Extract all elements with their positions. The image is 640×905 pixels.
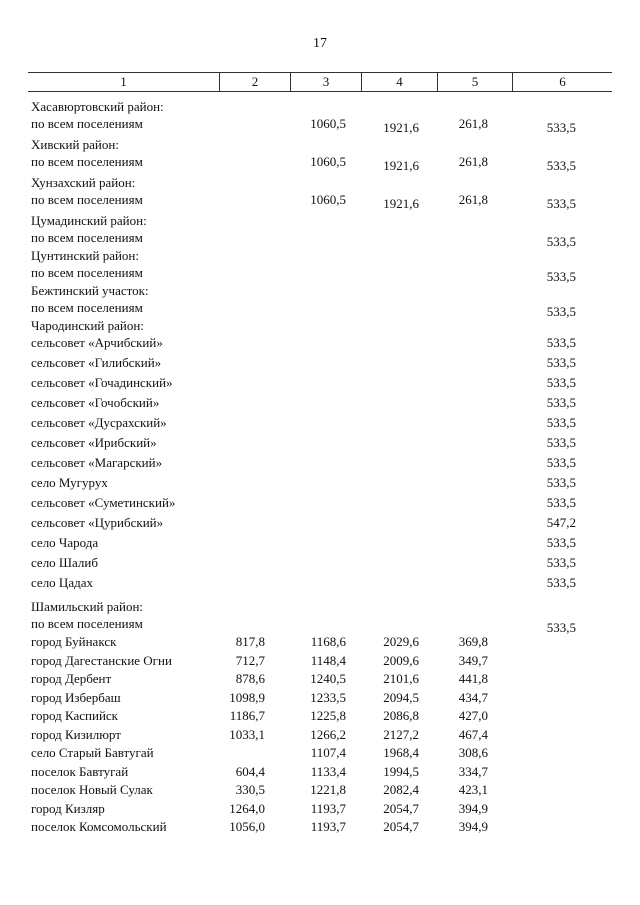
row-label: город Избербаш — [31, 689, 121, 705]
data-table — [28, 72, 612, 837]
cell-col-3: 1060,5 — [310, 154, 346, 169]
cell-col-3: 1107,4 — [310, 745, 346, 760]
cell-col-3: 1221,8 — [310, 782, 346, 797]
cell-col-5: 261,8 — [458, 192, 488, 207]
table-body — [28, 98, 612, 837]
row-label: по всем поселениям — [31, 300, 143, 315]
table-row — [28, 689, 612, 708]
table-row — [28, 494, 612, 514]
group-title — [28, 282, 612, 299]
group-title-label: Хивский район: — [31, 137, 119, 152]
cell-col-2: 1186,7 — [229, 708, 265, 723]
cell-col-2: 1033,1 — [229, 726, 265, 742]
column-header-6: 6 — [512, 73, 612, 91]
group-title — [28, 174, 612, 191]
cell-col-5: 441,8 — [458, 671, 488, 686]
cell-col-3: 1225,8 — [310, 708, 346, 723]
cell-col-5: 394,9 — [458, 819, 488, 834]
cell-col-5: 261,8 — [458, 154, 488, 169]
cell-col-6: 533,5 — [546, 335, 576, 350]
row-label: город Каспийск — [31, 708, 118, 723]
cell-col-6: 533,5 — [546, 620, 576, 635]
table-row — [28, 574, 612, 594]
cell-col-6: 533,5 — [546, 395, 576, 410]
row-label: село Чарода — [31, 535, 99, 550]
table-row — [28, 707, 612, 726]
row-label: сельсовет «Дусрахский» — [31, 415, 167, 430]
cell-col-6: 533,5 — [546, 415, 576, 430]
cell-col-4: 1921,6 — [383, 158, 419, 173]
row-label: по всем поселениям — [31, 154, 143, 169]
cell-col-6: 533,5 — [546, 234, 576, 249]
group-title-label: Цунтинский район: — [31, 248, 139, 263]
cell-col-3: 1148,4 — [310, 652, 346, 668]
column-header-4: 4 — [361, 73, 437, 91]
cell-col-6: 533,5 — [546, 375, 576, 390]
cell-col-5: 349,7 — [458, 652, 488, 668]
cell-col-4: 2054,7 — [383, 800, 419, 816]
row-label: по всем поселениям — [31, 230, 143, 245]
cell-col-6: 533,5 — [546, 495, 576, 510]
cell-col-4: 2094,5 — [383, 689, 419, 705]
cell-col-4: 2009,6 — [383, 652, 419, 668]
row-label: поселок Комсомольский — [31, 819, 167, 834]
table-row — [28, 615, 612, 633]
cell-col-3: 1133,4 — [310, 763, 346, 779]
cell-col-5: 434,7 — [458, 689, 488, 705]
cell-col-6: 533,5 — [546, 355, 576, 370]
table-header — [28, 72, 612, 92]
row-label: поселок Новый Сулак — [31, 782, 153, 797]
group-title — [28, 212, 612, 229]
cell-col-2: 1098,9 — [229, 689, 265, 705]
cell-col-5: 334,7 — [458, 763, 488, 779]
row-label: сельсовет «Ирибский» — [31, 435, 157, 450]
table-row — [28, 763, 612, 782]
row-label: село Цадах — [31, 575, 93, 590]
page-number: 17 — [313, 36, 327, 51]
column-header-2: 2 — [219, 73, 290, 91]
row-label: село Старый Бавтугай — [31, 745, 154, 760]
cell-col-3: 1233,5 — [310, 689, 346, 705]
table-row — [28, 781, 612, 800]
cell-col-6: 533,5 — [546, 455, 576, 470]
group-title-label: Хунзахский район: — [31, 175, 136, 190]
cell-col-5: 467,4 — [458, 726, 488, 742]
cell-col-4: 1994,5 — [383, 763, 419, 779]
cell-col-3: 1193,7 — [310, 800, 346, 816]
table-row — [28, 414, 612, 434]
row-label: сельсовет «Гочадинский» — [31, 375, 173, 390]
group-title-label: Хасавюртовский район: — [31, 99, 164, 114]
cell-col-6: 533,5 — [546, 304, 576, 319]
cell-col-3: 1060,5 — [310, 116, 346, 131]
cell-col-4: 1921,6 — [383, 120, 419, 135]
cell-col-5: 427,0 — [458, 708, 488, 723]
cell-col-2: 330,5 — [235, 782, 265, 797]
cell-col-4: 1921,6 — [383, 196, 419, 211]
table-row — [28, 299, 612, 317]
cell-col-4: 2029,6 — [383, 634, 419, 649]
row-label: сельсовет «Магарский» — [31, 455, 163, 470]
cell-col-6: 533,5 — [546, 535, 576, 550]
cell-col-5: 261,8 — [458, 116, 488, 131]
group-title — [28, 247, 612, 264]
row-label: по всем поселениям — [31, 116, 143, 131]
table-row — [28, 229, 612, 247]
cell-col-4: 2082,4 — [383, 782, 419, 797]
cell-col-4: 1968,4 — [383, 745, 419, 760]
row-label: по всем поселениям — [31, 265, 143, 280]
cell-col-3: 1060,5 — [310, 192, 346, 207]
group-title — [28, 317, 612, 334]
row-label: город Кизляр — [31, 800, 105, 816]
group-title — [28, 98, 612, 115]
table-row — [28, 374, 612, 394]
table-row — [28, 434, 612, 454]
table-row — [28, 474, 612, 494]
cell-col-3: 1266,2 — [310, 726, 346, 742]
cell-col-3: 1168,6 — [310, 634, 346, 649]
table-row — [28, 633, 612, 652]
column-header-3: 3 — [290, 73, 361, 91]
table-row — [28, 514, 612, 534]
table-row — [28, 264, 612, 282]
cell-col-4: 2127,2 — [383, 726, 419, 742]
table-row — [28, 394, 612, 414]
table-row — [28, 534, 612, 554]
cell-col-3: 1193,7 — [310, 819, 346, 834]
column-header-1: 1 — [120, 74, 127, 89]
cell-col-5: 394,9 — [458, 800, 488, 816]
cell-col-6: 533,5 — [546, 575, 576, 590]
row-label: город Дербент — [31, 671, 112, 686]
group-title-label: Цумадинский район: — [31, 213, 147, 228]
table-row — [28, 554, 612, 574]
cell-col-6: 533,5 — [546, 269, 576, 284]
cell-col-6: 533,5 — [546, 435, 576, 450]
cell-col-2: 1264,0 — [229, 800, 265, 816]
table-row — [28, 153, 612, 171]
column-header-5: 5 — [437, 73, 512, 91]
cell-col-6: 533,5 — [546, 555, 576, 570]
row-label: село Мугурух — [31, 475, 108, 490]
table-row — [28, 191, 612, 209]
row-label: сельсовет «Суметинский» — [31, 495, 176, 510]
cell-col-6: 533,5 — [546, 196, 576, 211]
cell-col-6: 547,2 — [546, 515, 576, 530]
group-title — [28, 136, 612, 153]
cell-col-5: 423,1 — [458, 782, 488, 797]
table-row — [28, 115, 612, 133]
cell-col-2: 817,8 — [235, 634, 265, 649]
group-title-label: Бежтинский участок: — [31, 283, 149, 298]
table-row — [28, 726, 612, 745]
table-row — [28, 454, 612, 474]
group-title-label: Шамильский район: — [31, 599, 144, 614]
table-row — [28, 818, 612, 837]
table-row — [28, 652, 612, 671]
row-label: город Кизилюрт — [31, 726, 121, 742]
cell-col-2: 1056,0 — [229, 819, 265, 834]
row-label: город Дагестанские Огни — [31, 652, 172, 668]
cell-col-2: 604,4 — [235, 763, 265, 779]
cell-col-6: 533,5 — [546, 120, 576, 135]
cell-col-6: 533,5 — [546, 475, 576, 490]
row-label: сельсовет «Гочобский» — [31, 395, 160, 410]
row-label: село Шалиб — [31, 555, 98, 570]
cell-col-6: 533,5 — [546, 158, 576, 173]
table-row — [28, 800, 612, 819]
row-label: сельсовет «Арчибский» — [31, 335, 163, 350]
table-row — [28, 354, 612, 374]
row-label: город Буйнакск — [31, 634, 117, 649]
cell-col-4: 2054,7 — [383, 819, 419, 834]
cell-col-5: 308,6 — [458, 745, 488, 760]
cell-col-2: 712,7 — [235, 652, 265, 668]
cell-col-5: 369,8 — [458, 634, 488, 649]
table-row — [28, 744, 612, 763]
row-label: сельсовет «Гилибский» — [31, 355, 162, 370]
row-label: сельсовет «Цурибский» — [31, 515, 164, 530]
cell-col-4: 2086,8 — [383, 708, 419, 723]
cell-col-2: 878,6 — [235, 671, 265, 686]
group-title — [28, 598, 612, 615]
row-label: по всем поселениям — [31, 616, 143, 631]
row-label: по всем поселениям — [31, 192, 143, 207]
row-label: поселок Бавтугай — [31, 763, 129, 779]
table-row — [28, 334, 612, 354]
cell-col-4: 2101,6 — [383, 671, 419, 686]
table-row — [28, 670, 612, 689]
cell-col-3: 1240,5 — [310, 671, 346, 686]
group-title-label: Чародинский район: — [31, 318, 144, 333]
